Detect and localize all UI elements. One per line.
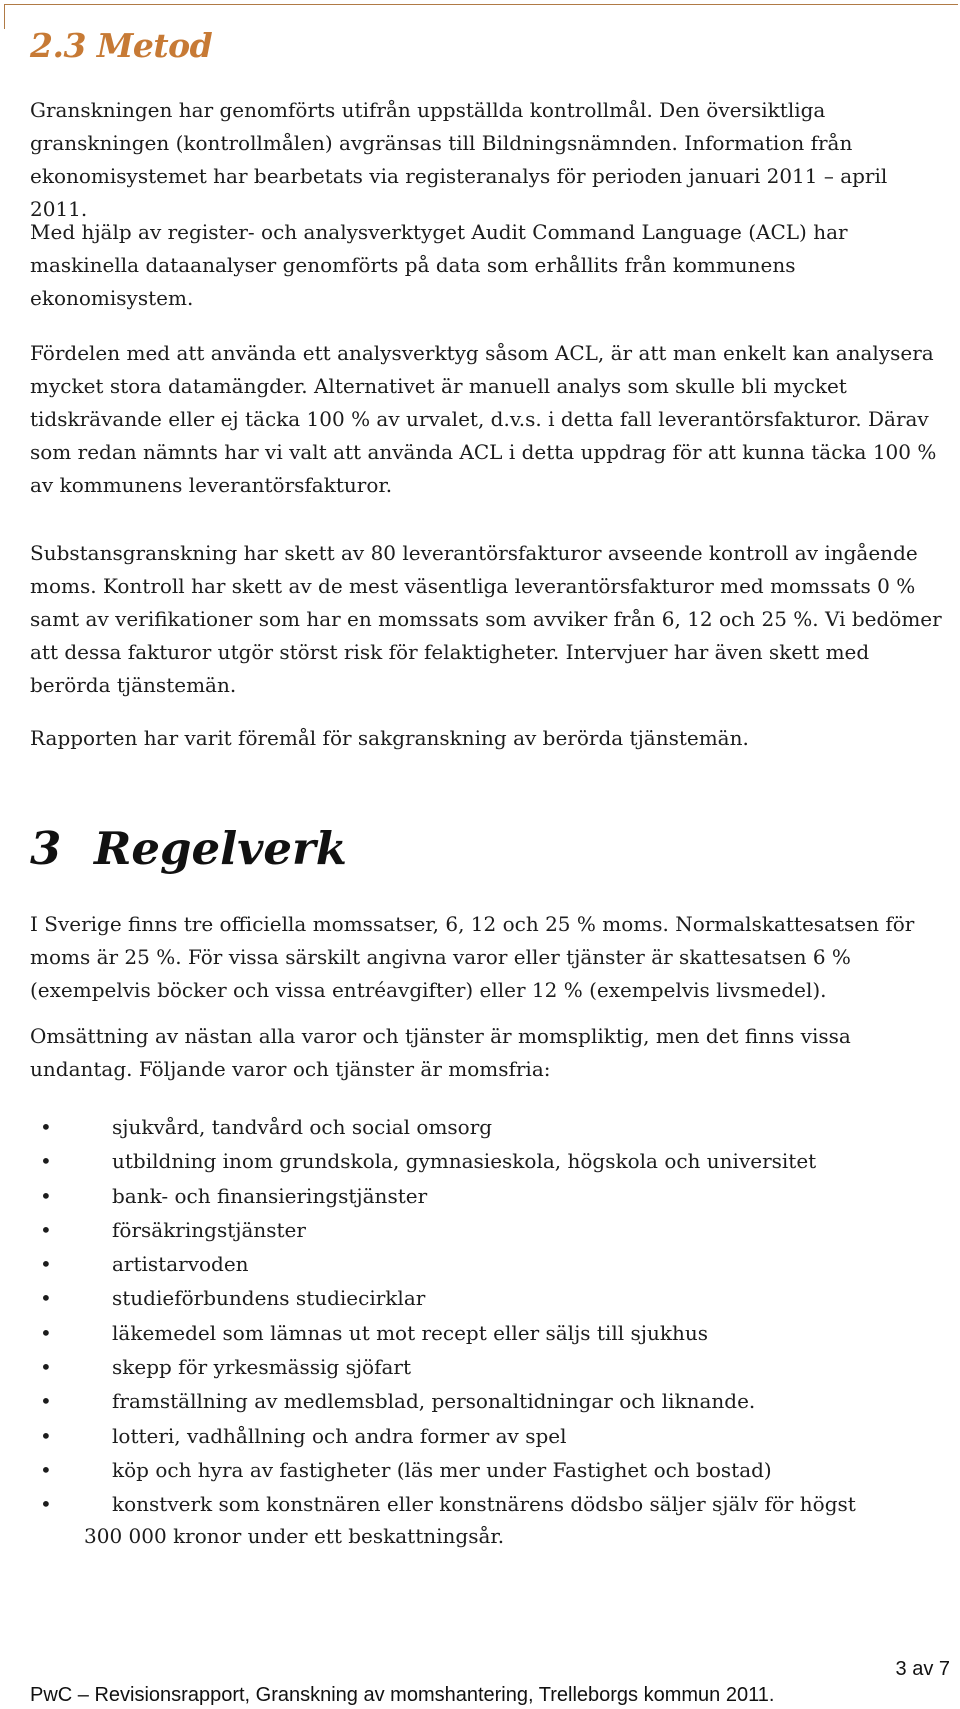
page-number: 3 av 7: [895, 1658, 950, 1680]
section-number: 3: [30, 822, 62, 875]
paragraph-metod-4: Substansgranskning har skett av 80 leverantörsfakturor avseende kontroll av ingående moms. Kontroll har skett av de mest väsentliga leverantörsfakturor med momssats 0 % samt av verifikationer som har en momssats som avviker från 6, 12 och 25 %. Vi bedömer att dessa fakturor utgör störst risk för felaktigheter. Intervjuer har även skett med berörda tjänstemän.: [30, 541, 942, 697]
list-item: • utbildning inom grundskola, gymnasieskola, högskola och universitet: [0, 1145, 960, 1179]
paragraph-metod-2: Med hjälp av register- och analysverktyget Audit Command Language (ACL) har maskinella dataanalyser genomförts på data som erhållits från kommunens ekonomisystem.: [30, 220, 848, 310]
paragraph-metod-1: Granskningen har genomförts utifrån uppställda kontrollmål. Den översiktliga granskningen (kontrollmålen) avgränsas till Bildningsnämnden. Information från ekonomisystemet har bearbetats via registeranalys för perioden januari 2011 – april 2011.: [30, 98, 888, 221]
list-item: • konstverk som konstnären eller konstnärens dödsbo säljer själv för högst 300 000 kronor under ett beskattningsår.: [0, 1488, 960, 1558]
bullet-icon: •: [40, 1457, 52, 1482]
bullet-icon: •: [40, 1183, 52, 1208]
list-item: • skepp för yrkesmässig sjöfart: [0, 1351, 960, 1385]
bullet-icon: •: [40, 1423, 52, 1448]
bullet-icon: •: [40, 1286, 52, 1311]
section-heading-2-3: 2.3 Metod: [30, 26, 213, 65]
bullet-icon: •: [40, 1217, 52, 1242]
list-item: • försäkringstjänster: [0, 1214, 960, 1248]
list-item: • framställning av medlemsblad, personaltidningar och liknande.: [0, 1385, 960, 1419]
list-item: • studieförbundens studiecirklar: [0, 1282, 960, 1316]
bullet-icon: •: [40, 1389, 52, 1414]
paragraph-metod-3: Fördelen med att använda ett analysverktyg såsom ACL, är att man enkelt kan analysera mycket stora datamängder. Alternativet är manuell analys som skulle bli mycket tidskrävande eller ej täcka 100 % av urvalet, d.v.s. i detta fall leverantörsfakturor. Därav som redan nämnts har vi valt att använda ACL i detta uppdrag för att kunna täcka 100 % av kommunens leverantörsfakturor.: [30, 341, 937, 497]
bullet-icon: •: [40, 1149, 52, 1174]
bullet-icon: •: [40, 1320, 52, 1345]
footer-text: PwC – Revisionsrapport, Granskning av momshantering, Trelleborgs kommun 2011.: [30, 1684, 775, 1706]
paragraph-regelverk-2: Omsättning av nästan alla varor och tjänster är momspliktig, men det finns vissa undantag. Följande varor och tjänster är momsfria:: [30, 1024, 851, 1081]
paragraph-metod-5: Rapporten har varit föremål för sakgranskning av berörda tjänstemän.: [30, 726, 749, 750]
bullet-icon: •: [40, 1355, 52, 1380]
paragraph-regelverk-1: I Sverige finns tre officiella momssatser, 6, 12 och 25 % moms. Normalskattesatsen för moms är 25 %. För vissa särskilt angivna varor eller tjänster är skattesatsen 6 % (exempelvis böcker och vissa entréavgifter) eller 12 % (exempelvis livsmedel).: [30, 912, 915, 1002]
bullet-icon: •: [40, 1115, 52, 1139]
list-item: • läkemedel som lämnas ut mot recept eller säljs till sjukhus: [0, 1317, 960, 1351]
list-item: • sjukvård, tandvård och social omsorg: [0, 1111, 960, 1145]
bullet-icon: •: [40, 1252, 52, 1277]
list-item: • bank- och finansieringstjänster: [0, 1180, 960, 1214]
bullet-icon: •: [40, 1492, 52, 1517]
list-item: • köp och hyra av fastigheter (läs mer under Fastighet och bostad): [0, 1454, 960, 1488]
section-title: Regelverk: [94, 822, 347, 875]
list-item: • artistarvoden: [0, 1248, 960, 1282]
section-heading-3: [30, 822, 347, 875]
list-item: • lotteri, vadhållning och andra former av spel: [0, 1420, 960, 1454]
momsfria-list: [0, 1111, 960, 1558]
